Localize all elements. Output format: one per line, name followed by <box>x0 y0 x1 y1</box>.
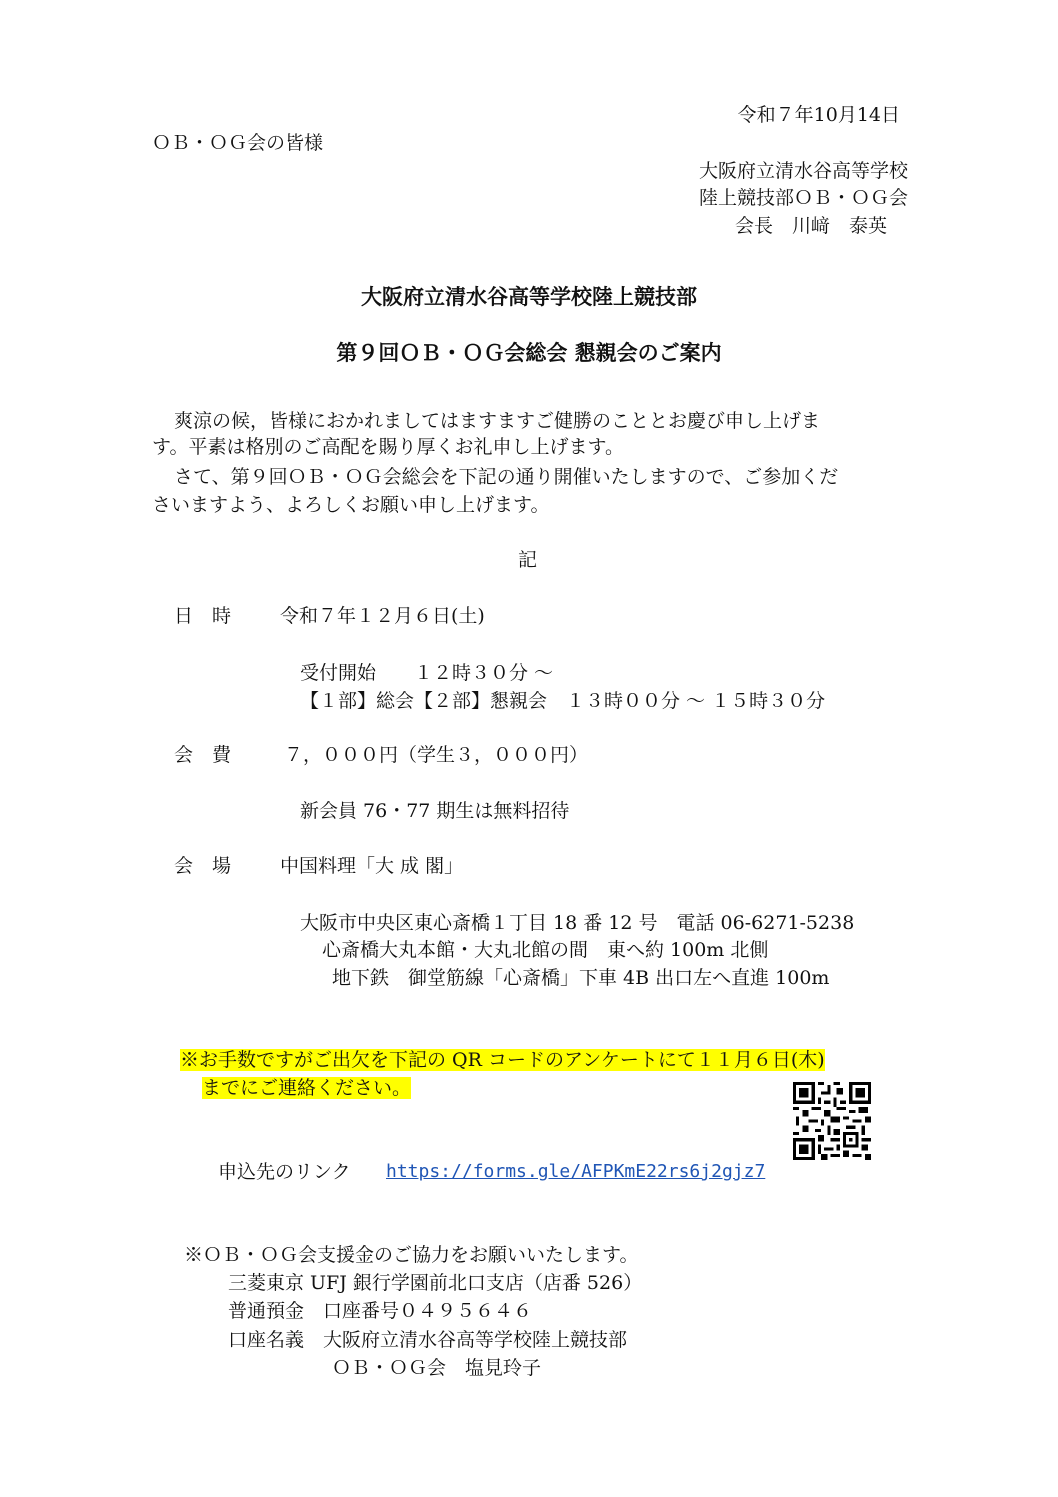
document-date: 令和７年10月14日 <box>737 104 900 126</box>
venue-value: 中国料理「大 成 閣」 <box>280 855 464 877</box>
reception-time: 受付開始 １２時３０分 ～ <box>300 662 554 684</box>
greeting-line1: 爽涼の候，皆様におかれましてはますますご健勝のこととお慶び申し上げま <box>174 410 821 432</box>
venue-label: 会 場 <box>174 855 232 877</box>
venue-address: 大阪市中央区東心斎橋１丁目 18 番 12 号 電話 06-6271-5238 <box>300 912 855 934</box>
support-holder-2: ＯＢ・ＯＧ会 塩見玲子 <box>332 1357 542 1379</box>
fee-value: ７，０００円（学生３，０００円） <box>284 744 589 766</box>
support-account: 普通預金 口座番号０４９５６４６ <box>228 1300 533 1322</box>
page-title-line1: 大阪府立清水谷高等学校陸上競技部 <box>361 285 697 309</box>
sender-president: 会長 川﨑 泰英 <box>734 215 887 237</box>
greeting-line2: す。平素は格別のご高配を賜り厚くお礼申し上げます。 <box>152 436 624 458</box>
support-bank: 三菱東京 UFJ 銀行学園前北口支店（店番 526） <box>228 1272 643 1294</box>
datetime-value: 令和７年１２月６日(土) <box>280 605 485 627</box>
invitation-line2: さいますよう、よろしくお願い申し上げます。 <box>152 494 550 516</box>
page-title-line2: 第９回ＯＢ・ＯＧ会総会 懇親会のご案内 <box>336 341 722 365</box>
invitation-line1: さて、第９回ＯＢ・ＯＧ会総会を下記の通り開催いたしますので、ご参加くだ <box>174 466 839 488</box>
qr-code-icon[interactable] <box>793 1082 871 1160</box>
rsvp-notice-line2: までにご連絡ください。 <box>202 1077 412 1099</box>
application-link-label: 申込先のリンク <box>218 1161 351 1183</box>
support-holder-1: 口座名義 大阪府立清水谷高等学校陸上競技部 <box>228 1329 628 1351</box>
venue-access-1: 心斎橋大丸本館・大丸北館の間 東へ約 100m 北側 <box>322 939 769 961</box>
fee-note: 新会員 76・77 期生は無料招待 <box>300 800 570 822</box>
venue-access-2: 地下鉄 御堂筋線「心斎橋」下車 4B 出口左へ直進 100m <box>332 967 830 989</box>
ki-mark: 記 <box>518 549 538 571</box>
program-time: 【１部】総会【２部】懇親会 １３時００分 ～ １５時３０分 <box>300 690 826 712</box>
fee-label: 会 費 <box>174 744 232 766</box>
datetime-label: 日 時 <box>174 605 232 627</box>
application-link[interactable]: https://forms.gle/AFPKmE22rs6j2gjz7 <box>386 1161 766 1182</box>
sender-school: 大阪府立清水谷高等学校 <box>698 160 908 182</box>
rsvp-notice-line1: ※お手数ですがご出欠を下記の QR コードのアンケートにて１１月６日(木) <box>180 1049 825 1071</box>
sender-club: 陸上競技部ＯＢ・ＯＧ会 <box>698 187 908 209</box>
support-title: ※ＯＢ・ＯＧ会支援金のご協力をお願いいたします。 <box>184 1244 639 1266</box>
addressee: ＯＢ・ＯＧ会の皆様 <box>152 132 324 154</box>
